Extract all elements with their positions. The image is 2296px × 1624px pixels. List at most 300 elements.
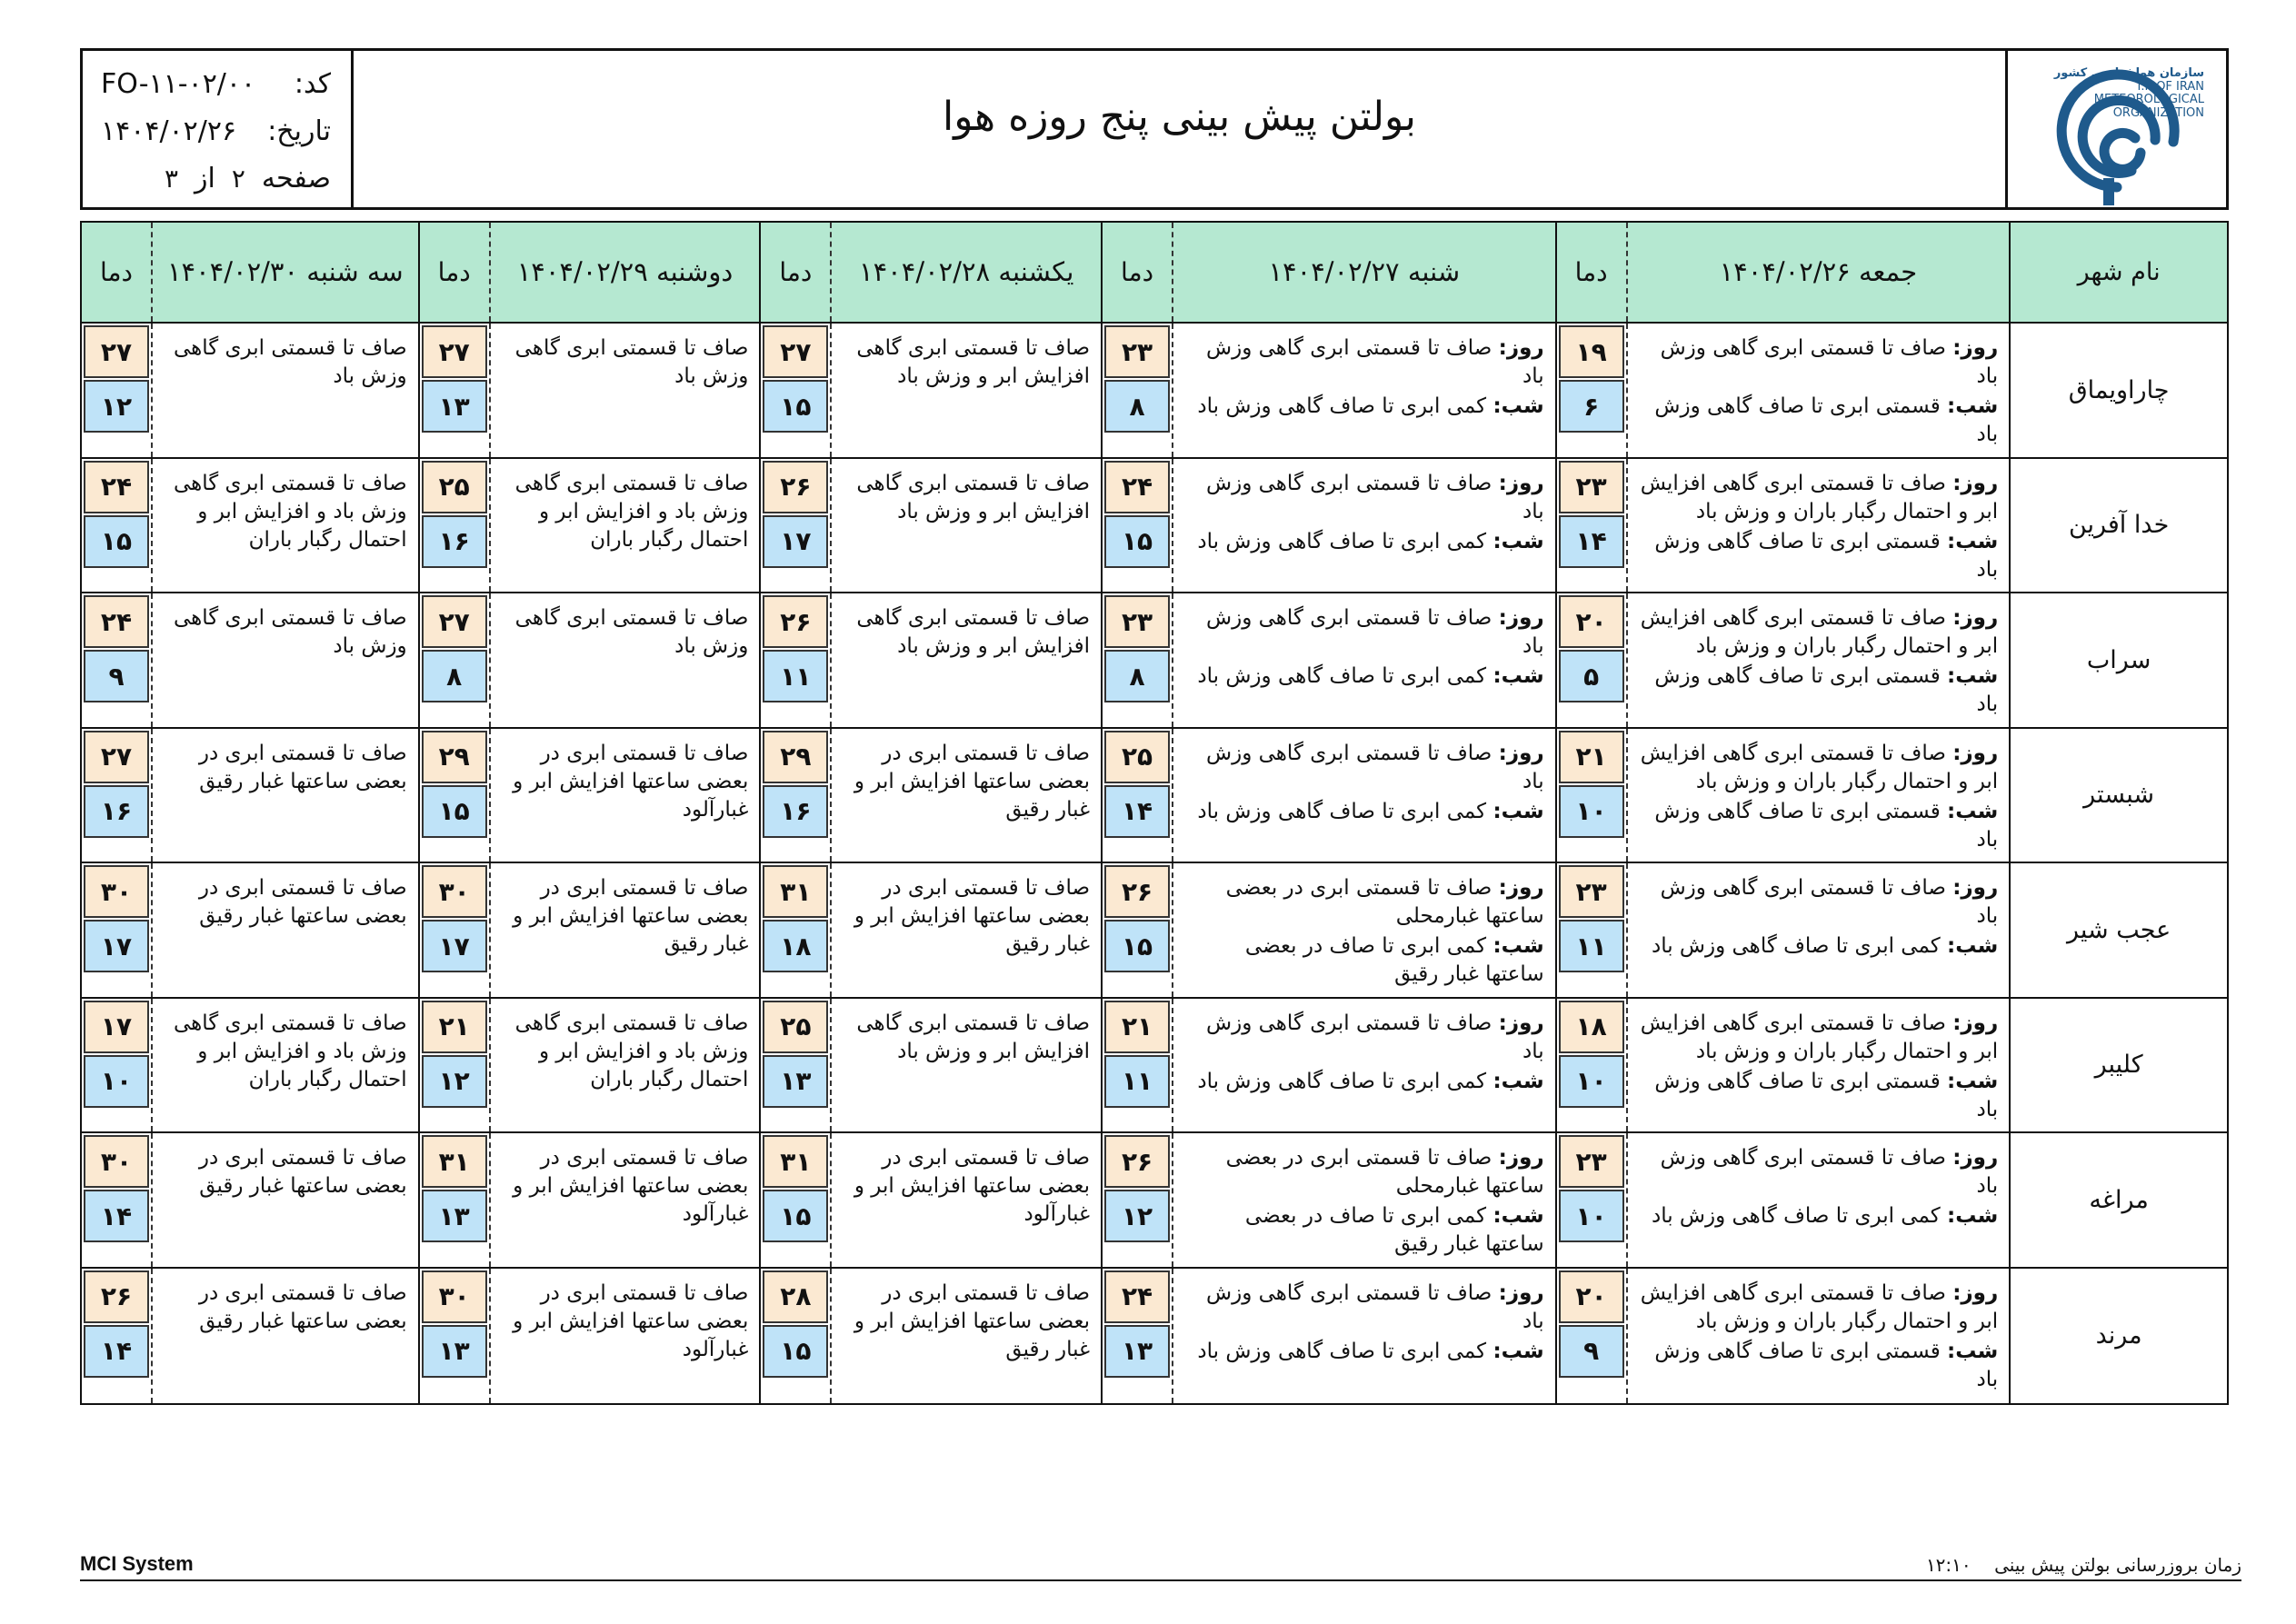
forecast-description: [1172, 1269, 1555, 1404]
night-label: شب:: [1947, 1204, 1999, 1228]
night-forecast: [1181, 932, 1544, 989]
night-forecast: [1635, 528, 1999, 584]
meta-cell: [83, 51, 354, 207]
forecast-text: صاف تا قسمتی ابری گاهی وزش باد: [514, 606, 749, 659]
day-cell-4: [418, 729, 760, 862]
day-cell-4: [418, 863, 760, 997]
day-label: روز:: [1952, 741, 1999, 765]
night-forecast: [1181, 663, 1544, 691]
day-label: روز:: [1498, 471, 1544, 495]
day-forecast: [1181, 604, 1544, 663]
temp-cell: [82, 1133, 151, 1267]
temp-cell: [761, 459, 830, 593]
night-forecast: [1635, 1338, 1999, 1394]
day-cell-4: [418, 593, 760, 727]
day-cell-1: [1555, 459, 2010, 593]
day-forecast: [1181, 470, 1544, 528]
forecast-description: [489, 999, 760, 1132]
forecast-text: صاف تا قسمتی ابری در بعضی ساعتها افزایش ابر و غبار رقیق: [854, 1280, 1091, 1361]
day-text: صاف تا قسمتی ابری در بعضی ساعتها غبارمحلی: [1225, 1146, 1544, 1199]
max-temp: ۲۳: [1104, 325, 1170, 378]
org-name-fa: سازمان هواشناسی کشور: [2053, 66, 2204, 80]
night-forecast: [1181, 1338, 1544, 1366]
night-label: شب:: [1492, 1339, 1544, 1363]
date-value: ۱۴۰۴/۰۲/۲۶: [101, 115, 237, 147]
page-of: از: [195, 162, 215, 194]
min-temp: ۱۷: [84, 920, 149, 972]
page-number: ۲: [231, 163, 245, 194]
night-label: شب:: [1492, 664, 1544, 688]
forecast-text: صاف تا قسمتی ابری در بعضی ساعتها غبار رقیق: [198, 876, 407, 929]
day-text: صاف تا قسمتی ابری گاهی وزش باد: [1660, 1146, 1999, 1199]
day-header-4: [418, 223, 760, 322]
forecast-description: [830, 324, 1101, 457]
table-header-row: [82, 223, 2227, 324]
temp-cell: [1557, 729, 1626, 862]
temp-header: دما: [1574, 257, 1608, 287]
max-temp: ۳۱: [422, 1135, 487, 1188]
temp-cell: [420, 1269, 489, 1404]
max-temp: ۲۳: [1559, 1135, 1624, 1188]
max-temp: ۲۴: [84, 461, 149, 513]
forecast-text: صاف تا قسمتی ابری گاهی وزش باد: [173, 336, 407, 389]
temp-cell: [420, 1133, 489, 1267]
temp-cell: [420, 863, 489, 997]
max-temp: ۱۷: [84, 1001, 149, 1053]
min-temp: ۱۰: [1559, 785, 1624, 838]
min-temp: ۱۴: [84, 1190, 149, 1242]
night-forecast: [1181, 798, 1544, 826]
temp-cell: [761, 999, 830, 1132]
forecast-text: صاف تا قسمتی ابری گاهی افزایش ابر و وزش باد: [856, 606, 1091, 659]
max-temp: ۲۵: [422, 461, 487, 513]
city-header: نام شهر: [2009, 223, 2227, 322]
day-forecast: [1635, 1144, 1999, 1202]
min-temp: ۱۵: [422, 785, 487, 838]
forecast-description: [151, 1133, 418, 1267]
night-text: کمی ابری تا صاف گاهی وزش باد: [1651, 1204, 1941, 1228]
org-name-en-3: ORGANIZATION: [2112, 105, 2204, 120]
day-cell-4: [418, 324, 760, 457]
max-temp: ۳۰: [84, 1135, 149, 1188]
temp-cell: [82, 1269, 151, 1404]
forecast-description: [830, 459, 1101, 593]
forecast-text: صاف تا قسمتی ابری گاهی افزایش ابر و وزش باد: [856, 471, 1091, 523]
day-text: صاف تا قسمتی ابری گاهی افزایش ابر و احتمال رگبار باران و وزش باد: [1640, 471, 1999, 523]
day-cell-4: [418, 1269, 760, 1404]
page-footer: [80, 1545, 2241, 1581]
min-temp: ۱۳: [422, 1325, 487, 1378]
min-temp: ۱۴: [84, 1325, 149, 1378]
code-value: FO-۱۱-۰۲/۰۰: [101, 67, 256, 100]
temp-cell: [1557, 863, 1626, 997]
temp-cell: [1557, 324, 1626, 457]
update-label: زمان بروزرسانی بولتن پیش بینی: [1994, 1554, 2241, 1576]
day-forecast: [1635, 874, 1999, 932]
forecast-description: [1626, 1133, 2010, 1267]
max-temp: ۲۶: [763, 461, 828, 513]
forecast-text: صاف تا قسمتی ابری در بعضی ساعتها غبار رقیق: [198, 741, 407, 793]
forecast-description: [1626, 999, 2010, 1132]
title-cell: [354, 51, 2005, 207]
forecast-description: [1626, 1269, 2010, 1404]
forecast-text: صاف تا قسمتی ابری گاهی وزش باد: [173, 606, 407, 659]
temp-cell: [420, 324, 489, 457]
night-forecast: [1635, 663, 1999, 719]
day-cell-5: [82, 1269, 418, 1404]
min-temp: ۱۳: [763, 1055, 828, 1108]
min-temp: ۱۵: [763, 380, 828, 433]
night-forecast: [1181, 1068, 1544, 1096]
min-temp: ۱۲: [84, 380, 149, 433]
temp-cell: [1557, 459, 1626, 593]
forecast-text: صاف تا قسمتی ابری گاهی وزش باد و افزایش ابر و احتمال رگبار باران: [514, 471, 749, 552]
code-row: [101, 60, 331, 107]
temp-cell: [761, 729, 830, 862]
forecast-description: [1626, 324, 2010, 457]
temp-cell: [1557, 1133, 1626, 1267]
city-name: سراب: [2009, 593, 2227, 727]
day-text: صاف تا قسمتی ابری گاهی وزش باد: [1206, 336, 1544, 389]
day-cell-1: [1555, 593, 2010, 727]
forecast-text: صاف تا قسمتی ابری در بعضی ساعتها غبار رقیق: [198, 1146, 407, 1199]
min-temp: ۱۰: [84, 1055, 149, 1108]
page-row: [101, 154, 331, 202]
max-temp: ۲۳: [1559, 865, 1624, 918]
temp-cell: [1103, 459, 1172, 593]
day-cell-3: [759, 999, 1101, 1132]
update-time: ۱۲:۱۰: [1925, 1554, 1972, 1576]
update-info: [1926, 1554, 2241, 1576]
day-header-5: [82, 223, 418, 322]
day-cell-3: [759, 1133, 1101, 1267]
min-temp: ۱۰: [1559, 1190, 1624, 1242]
night-text: کمی ابری تا صاف گاهی وزش باد: [1197, 529, 1487, 553]
temp-cell: [1557, 593, 1626, 727]
temp-cell: [82, 593, 151, 727]
day-header-2: [1101, 223, 1555, 322]
day-label: روز:: [1498, 606, 1544, 630]
night-label: شب:: [1492, 1204, 1544, 1228]
forecast-description: [151, 729, 418, 862]
min-temp: ۱۲: [1104, 1190, 1170, 1242]
temp-cell: [761, 324, 830, 457]
temp-cell: [82, 863, 151, 997]
forecast-text: صاف تا قسمتی ابری در بعضی ساعتها افزایش ابر و غبار رقیق: [854, 876, 1091, 957]
day-cell-1: [1555, 1269, 2010, 1404]
min-temp: ۱۳: [1104, 1325, 1170, 1378]
table-row: [82, 593, 2227, 729]
night-forecast: [1181, 528, 1544, 556]
night-label: شب:: [1947, 664, 1999, 688]
temp-cell: [1103, 324, 1172, 457]
day-cell-5: [82, 999, 418, 1132]
day-cell-5: [82, 1133, 418, 1267]
max-temp: ۲۱: [1559, 731, 1624, 783]
min-temp: ۱۶: [763, 785, 828, 838]
min-temp: ۹: [1559, 1325, 1624, 1378]
forecast-text: صاف تا قسمتی ابری در بعضی ساعتها افزایش ابر و غبارآلود: [513, 1280, 749, 1361]
min-temp: ۱۵: [763, 1325, 828, 1378]
day-cell-5: [82, 593, 418, 727]
max-temp: ۲۷: [763, 325, 828, 378]
day-cell-1: [1555, 324, 2010, 457]
forecast-description: [830, 863, 1101, 997]
forecast-text: صاف تا قسمتی ابری در بعضی ساعتها افزایش ابر و غبار رقیق: [854, 741, 1091, 822]
day-forecast: [1635, 334, 1999, 393]
forecast-description: [1172, 729, 1555, 862]
max-temp: ۲۵: [1104, 731, 1170, 783]
night-text: کمی ابری تا صاف گاهی وزش باد: [1197, 1069, 1487, 1093]
forecast-text: صاف تا قسمتی ابری گاهی افزایش ابر و وزش باد: [856, 336, 1091, 389]
temp-header: دما: [779, 257, 813, 287]
day-forecast: [1635, 1280, 1999, 1338]
temp-cell: [1103, 999, 1172, 1132]
day-label: روز:: [1952, 1280, 1999, 1305]
day-cell-5: [82, 729, 418, 862]
night-label: شب:: [1492, 934, 1544, 958]
day-cell-5: [82, 863, 418, 997]
day-label: روز:: [1498, 1280, 1544, 1305]
forecast-description: [489, 459, 760, 593]
day-header-label: دوشنبه ۱۴۰۴/۰۲/۲۹: [489, 223, 760, 322]
day-text: صاف تا قسمتی ابری گاهی وزش باد: [1206, 1011, 1544, 1063]
city-name: خدا آفرین: [2009, 459, 2227, 593]
day-header-label: سه شنبه ۱۴۰۴/۰۲/۳۰: [151, 223, 418, 322]
forecast-description: [489, 863, 760, 997]
night-text: قسمتی ابری تا صاف گاهی وزش باد: [1654, 1069, 1999, 1121]
temp-cell: [761, 1269, 830, 1404]
min-temp: ۶: [1559, 380, 1624, 433]
day-cell-3: [759, 1269, 1101, 1404]
forecast-description: [1172, 593, 1555, 727]
temp-header: دما: [99, 257, 133, 287]
day-forecast: [1181, 1280, 1544, 1338]
day-text: صاف تا قسمتی ابری گاهی وزش باد: [1660, 876, 1999, 929]
system-name: MCI System: [80, 1552, 194, 1575]
night-text: قسمتی ابری تا صاف گاهی وزش باد: [1654, 529, 1999, 582]
day-label: روز:: [1952, 876, 1999, 900]
forecast-description: [830, 999, 1101, 1132]
table-row: [82, 863, 2227, 999]
min-temp: ۱۴: [1559, 515, 1624, 568]
day-label: روز:: [1952, 471, 1999, 495]
day-text: صاف تا قسمتی ابری گاهی افزایش ابر و احتمال رگبار باران و وزش باد: [1640, 741, 1999, 793]
forecast-description: [1172, 459, 1555, 593]
day-cell-2: [1101, 593, 1555, 727]
forecast-text: صاف تا قسمتی ابری در بعضی ساعتها غبار رقیق: [198, 1280, 407, 1333]
forecast-description: [830, 1269, 1101, 1404]
max-temp: ۲۷: [84, 325, 149, 378]
table-row: [82, 1269, 2227, 1404]
night-label: شب:: [1492, 799, 1544, 823]
night-forecast: [1635, 798, 1999, 854]
forecast-text: صاف تا قسمتی ابری در بعضی ساعتها افزایش ابر و غبارآلود: [854, 1146, 1091, 1227]
temp-header: دما: [1121, 257, 1154, 287]
day-label: روز:: [1498, 741, 1544, 765]
temp-cell: [761, 593, 830, 727]
forecast-description: [489, 1269, 760, 1404]
day-cell-4: [418, 1133, 760, 1267]
day-header-label: شنبه ۱۴۰۴/۰۲/۲۷: [1172, 223, 1555, 322]
day-label: روز:: [1498, 1011, 1544, 1035]
temp-header: دما: [437, 257, 471, 287]
forecast-description: [151, 1269, 418, 1404]
max-temp: ۲۴: [1104, 1270, 1170, 1323]
min-temp: ۱۱: [1559, 920, 1624, 972]
page-total: ۳: [164, 163, 179, 194]
min-temp: ۱۳: [422, 1190, 487, 1242]
temp-cell: [82, 459, 151, 593]
day-forecast: [1181, 874, 1544, 932]
forecast-text: صاف تا قسمتی ابری در بعضی ساعتها افزایش ابر و غبارآلود: [513, 1146, 749, 1227]
night-text: کمی ابری تا صاف گاهی وزش باد: [1197, 394, 1487, 418]
night-label: شب:: [1947, 934, 1999, 958]
forecast-text: صاف تا قسمتی ابری در بعضی ساعتها افزایش ابر و غبار رقیق: [513, 876, 749, 957]
day-label: روز:: [1498, 876, 1544, 900]
forecast-description: [1626, 729, 2010, 862]
min-temp: ۱۱: [763, 650, 828, 702]
min-temp: ۱۵: [1104, 515, 1170, 568]
min-temp: ۸: [1104, 650, 1170, 702]
date-label: تاریخ:: [267, 115, 331, 147]
min-temp: ۸: [1104, 380, 1170, 433]
table-row: [82, 729, 2227, 864]
temp-cell: [420, 593, 489, 727]
day-header-label: جمعه ۱۴۰۴/۰۲/۲۶: [1626, 223, 2010, 322]
day-cell-2: [1101, 729, 1555, 862]
night-text: کمی ابری تا صاف گاهی وزش باد: [1197, 799, 1487, 823]
night-text: کمی ابری تا صاف در بعضی ساعتها غبار رقیق: [1244, 1204, 1544, 1257]
min-temp: ۹: [84, 650, 149, 702]
min-temp: ۱۱: [1104, 1055, 1170, 1108]
max-temp: ۲۱: [422, 1001, 487, 1053]
forecast-description: [489, 593, 760, 727]
max-temp: ۱۹: [1559, 325, 1624, 378]
max-temp: ۲۷: [422, 595, 487, 648]
forecast-description: [830, 1133, 1101, 1267]
page-title: بولتن پیش بینی پنج روزه هوا: [942, 93, 1417, 140]
min-temp: ۸: [422, 650, 487, 702]
night-label: شب:: [1492, 394, 1544, 418]
day-forecast: [1635, 1010, 1999, 1068]
day-text: صاف تا قسمتی ابری گاهی وزش باد: [1206, 1280, 1544, 1333]
day-header-3: [759, 223, 1101, 322]
forecast-description: [1172, 324, 1555, 457]
city-name: مرند: [2009, 1269, 2227, 1404]
max-temp: ۲۳: [1559, 461, 1624, 513]
forecast-description: [151, 593, 418, 727]
day-label: روز:: [1952, 606, 1999, 630]
max-temp: ۲۹: [763, 731, 828, 783]
forecast-text: صاف تا قسمتی ابری در بعضی ساعتها افزایش ابر و غبارآلود: [513, 741, 749, 822]
day-cell-5: [82, 459, 418, 593]
temp-cell: [1103, 1133, 1172, 1267]
min-temp: ۱۵: [84, 515, 149, 568]
night-label: شب:: [1947, 799, 1999, 823]
forecast-description: [1626, 863, 2010, 997]
max-temp: ۳۰: [84, 865, 149, 918]
day-cell-1: [1555, 999, 2010, 1132]
temp-cell: [1557, 1269, 1626, 1404]
day-text: صاف تا قسمتی ابری گاهی وزش باد: [1206, 741, 1544, 793]
day-text: صاف تا قسمتی ابری گاهی وزش باد: [1660, 336, 1999, 389]
temp-cell: [1103, 863, 1172, 997]
forecast-table: [80, 221, 2229, 1405]
min-temp: ۱۷: [422, 920, 487, 972]
day-text: صاف تا قسمتی ابری گاهی افزایش ابر و احتمال رگبار باران و وزش باد: [1640, 1280, 1999, 1333]
min-temp: ۱۲: [422, 1055, 487, 1108]
day-cell-3: [759, 459, 1101, 593]
table-row: [82, 1133, 2227, 1269]
temp-cell: [420, 729, 489, 862]
day-forecast: [1181, 334, 1544, 393]
day-cell-3: [759, 324, 1101, 457]
forecast-description: [489, 1133, 760, 1267]
city-name: عجب شیر: [2009, 863, 2227, 997]
night-text: قسمتی ابری تا صاف گاهی وزش باد: [1654, 799, 1999, 852]
night-text: کمی ابری تا صاف گاهی وزش باد: [1197, 664, 1487, 688]
forecast-text: صاف تا قسمتی ابری گاهی وزش باد: [514, 336, 749, 389]
day-forecast: [1181, 1144, 1544, 1202]
temp-cell: [761, 1133, 830, 1267]
forecast-description: [489, 324, 760, 457]
max-temp: ۲۹: [422, 731, 487, 783]
day-header-1: [1555, 223, 2010, 322]
forecast-description: [1172, 863, 1555, 997]
organization-name: [2054, 67, 2204, 120]
day-forecast: [1181, 740, 1544, 798]
max-temp: ۲۶: [1104, 1135, 1170, 1188]
forecast-description: [151, 459, 418, 593]
min-temp: ۱۶: [422, 515, 487, 568]
max-temp: ۲۶: [763, 595, 828, 648]
max-temp: ۲۰: [1559, 1270, 1624, 1323]
org-name-en-2: METEOROLOGICAL: [2093, 93, 2204, 107]
max-temp: ۲۸: [763, 1270, 828, 1323]
night-label: شب:: [1492, 529, 1544, 553]
night-text: کمی ابری تا صاف گاهی وزش باد: [1197, 1339, 1487, 1363]
day-forecast: [1635, 740, 1999, 798]
day-label: روز:: [1952, 336, 1999, 360]
min-temp: ۱۴: [1104, 785, 1170, 838]
max-temp: ۲۷: [84, 731, 149, 783]
day-cell-1: [1555, 729, 2010, 862]
night-forecast: [1635, 1202, 1999, 1230]
day-forecast: [1181, 1010, 1544, 1068]
day-cell-3: [759, 729, 1101, 862]
temp-cell: [1103, 1269, 1172, 1404]
forecast-text: صاف تا قسمتی ابری گاهی وزش باد و افزایش ابر و احتمال رگبار باران: [514, 1011, 749, 1091]
forecast-description: [1172, 999, 1555, 1132]
day-cell-1: [1555, 863, 2010, 997]
max-temp: ۲۴: [1104, 461, 1170, 513]
night-text: کمی ابری تا صاف در بعضی ساعتها غبار رقیق: [1244, 934, 1544, 987]
day-cell-3: [759, 863, 1101, 997]
max-temp: ۳۰: [422, 865, 487, 918]
max-temp: ۲۴: [84, 595, 149, 648]
forecast-text: صاف تا قسمتی ابری گاهی افزایش ابر و وزش باد: [856, 1011, 1091, 1063]
bulletin-header: [80, 48, 2229, 210]
day-text: صاف تا قسمتی ابری گاهی افزایش ابر و احتمال رگبار باران و وزش باد: [1640, 1011, 1999, 1063]
day-forecast: [1635, 604, 1999, 663]
forecast-description: [151, 999, 418, 1132]
day-header-label: یکشنبه ۱۴۰۴/۰۲/۲۸: [830, 223, 1101, 322]
forecast-description: [489, 729, 760, 862]
temp-cell: [82, 729, 151, 862]
forecast-text: صاف تا قسمتی ابری گاهی وزش باد و افزایش ابر و احتمال رگبار باران: [173, 1011, 407, 1091]
forecast-text: صاف تا قسمتی ابری گاهی وزش باد و افزایش ابر و احتمال رگبار باران: [173, 471, 407, 552]
